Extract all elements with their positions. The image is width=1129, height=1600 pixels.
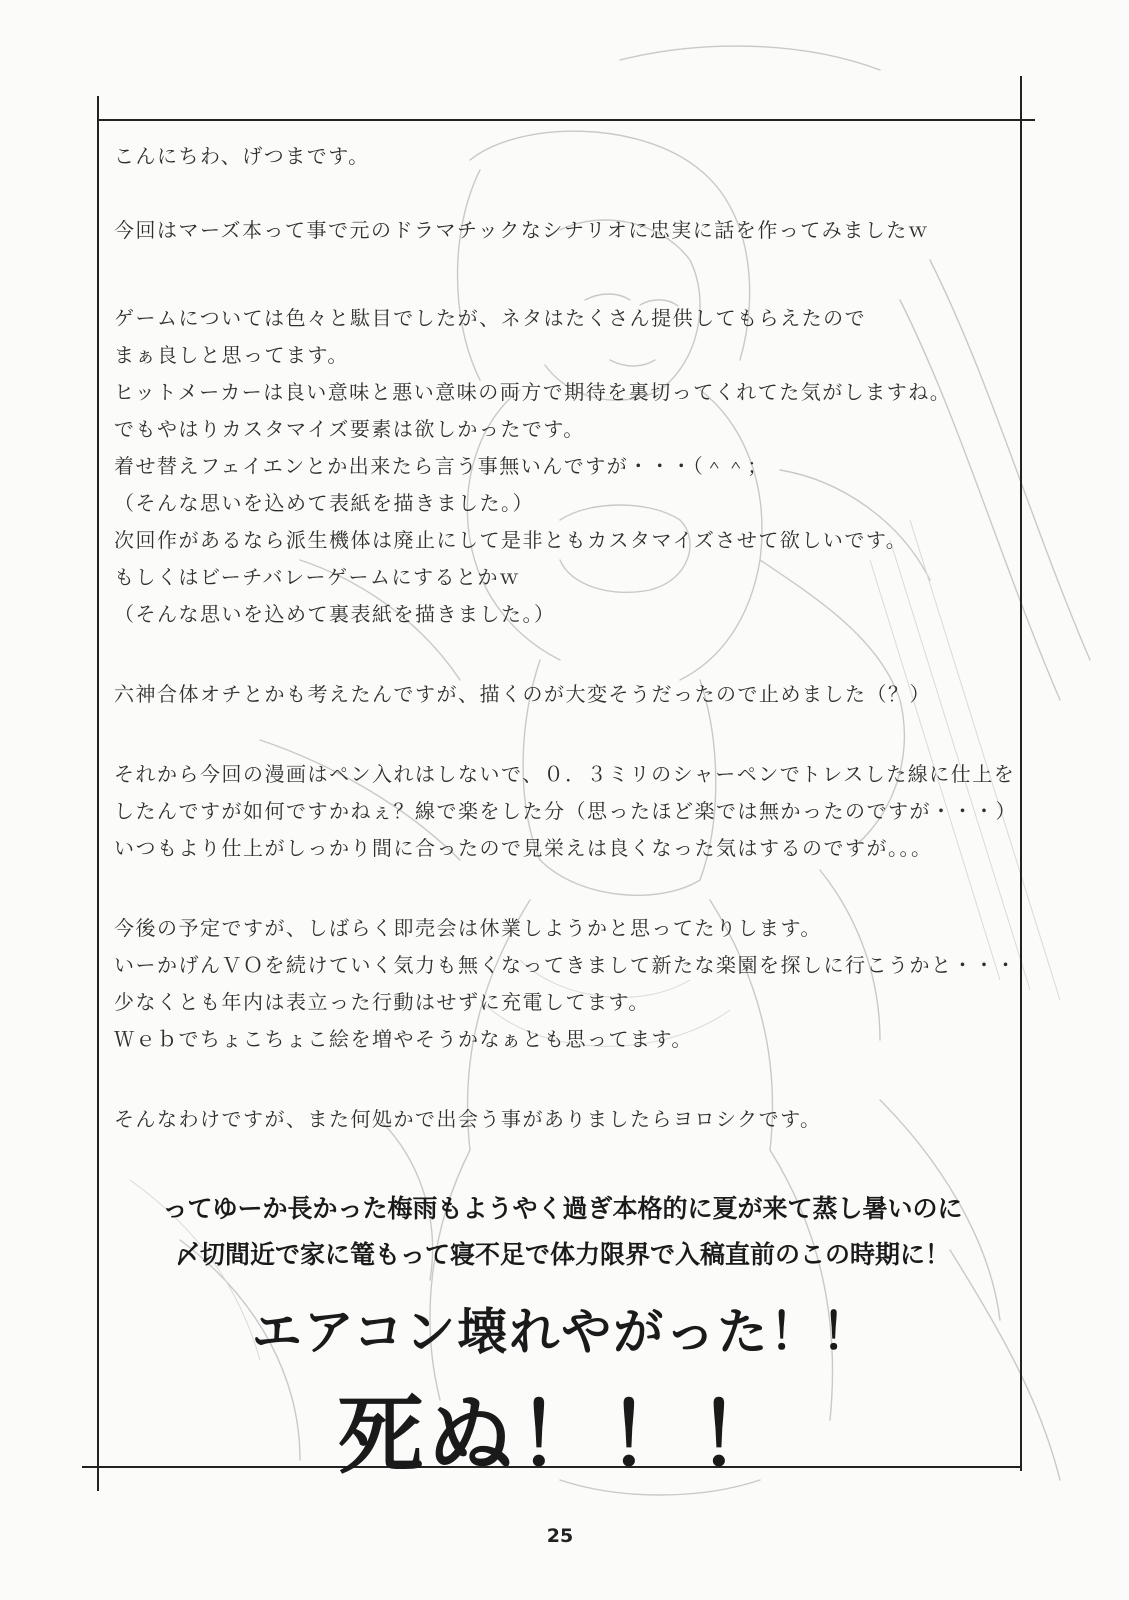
closing-aircon-broke: エアコン壊れやがった！！ [251, 1303, 874, 1361]
paragraph-gap [114, 867, 994, 904]
paragraph-gap [114, 249, 994, 286]
afterword-line: したんですが如何ですかねぇ？線で楽をした分（思ったほど楽では無かったのですが・・・） [114, 799, 1017, 823]
afterword-line: ゲームについては色々と駄目でしたが、ネタはたくさん提供してもらえたので [114, 306, 867, 330]
afterword-line: まぁ良しと思ってます。 [114, 343, 349, 367]
afterword-line: 今回はマーズ本って事で元のドラマチックなシナリオに忠実に話を作ってみましたｗ [114, 218, 930, 242]
paragraph-gap [114, 713, 994, 750]
paragraph-gap [114, 633, 994, 670]
afterword-line: いつもより仕上がしっかり間に合ったので見栄えは良くなった気はするのですが。。。 [114, 836, 933, 860]
closing-line-1: ってゆーか長かった梅雨もようやく過ぎ本格的に夏が来て蒸し暑いのに [162, 1194, 963, 1223]
afterword-line: こんにちわ、げつまです。 [114, 144, 370, 168]
afterword-line: もしくはビーチバレーゲームにするとかｗ [114, 565, 521, 589]
afterword-line: Ｗｅｂでちょこちょこ絵を増やそうかなぁとも思ってます。 [114, 1027, 693, 1051]
afterword-body [114, 138, 1017, 1138]
paragraph-gap [114, 1058, 994, 1095]
closing-exclamation [100, 1186, 1025, 1496]
closing-line-2: 〆切間近で家に篭もって寝不足で体力限界で入稿直前のこの時期に！ [174, 1240, 950, 1269]
afterword-line: 少なくとも年内は表立った行動はせずに充電してます。 [114, 990, 650, 1014]
afterword-line: でもやはりカスタマイズ要素は欲しかったです。 [114, 417, 585, 441]
afterword-line: 六神合体オチとかも考えたんですが、描くのが大変そうだったので止めました（？） [114, 682, 931, 706]
closing-dying: 死ぬ！！！ [337, 1386, 788, 1486]
afterword-line: 着せ替えフェイエンとか出来たら言う事無いんですが・・・（＾＾； [114, 454, 769, 478]
paragraph-gap [114, 175, 994, 212]
afterword-line: それから今回の漫画はペン入れはしないで、０．３ミリのシャーペンでトレスした線に仕上を [114, 762, 1016, 786]
afterword-line: （そんな思いを込めて表紙を描きました。） [114, 491, 534, 515]
page-number: 25 [546, 1525, 574, 1547]
afterword-line: 今後の予定ですが、しばらく即売会は休業しようかと思ってたりします。 [114, 916, 822, 940]
afterword-line: （そんな思いを込めて裏表紙を描きました。） [114, 602, 556, 626]
afterword-line: いーかげんＶＯを続けていく気力も無くなってきまして新たな楽園を探しに行こうかと・・・ [114, 953, 1017, 977]
afterword-line: そんなわけですが、また何処かで出会う事がありましたらヨロシクです。 [114, 1107, 822, 1131]
afterword-line: 次回作があるなら派生機体は廃止にして是非ともカスタマイズさせて欲しいです。 [114, 528, 908, 552]
frame-top-line [97, 119, 1035, 121]
frame-left-line [97, 96, 99, 1491]
afterword-line: ヒットメーカーは良い意味と悪い意味の両方で期待を裏切ってくれてた気がしますね。 [114, 380, 952, 404]
